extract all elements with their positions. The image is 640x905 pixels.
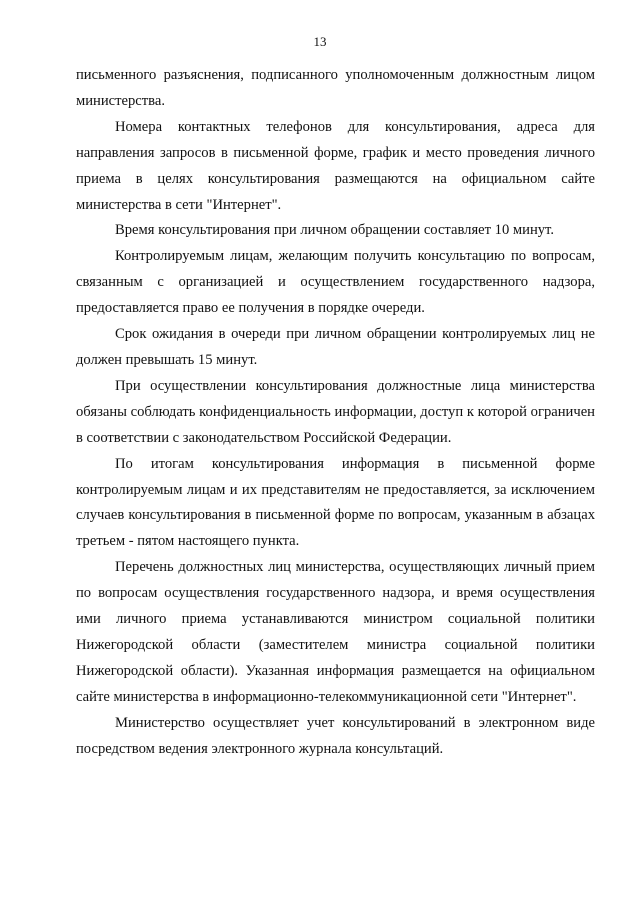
paragraph-3: Время консультирования при личном обращении составляет 10 минут.: [115, 222, 554, 239]
paragraph-1: письменного разъяснения, подписанного уполномоченным должностным лицом министерства.: [76, 67, 595, 109]
paragraph-6: При осуществлении консультирования должностные лица министерства обязаны соблюдать конфиденциальность информации, доступ к которой ограничен в соответствии с законодательством Российской Федерации.: [76, 377, 595, 446]
paragraph-7: По итогам консультирования информация в письменной форме контролируемым лицам и их представителям не предоставляется, за исключением случаев консультирования в письменной форме по вопросам, указанным в абзацах третьем - пятом настоящего пункта.: [76, 455, 595, 550]
paragraph-9: Министерство осуществляет учет консультирований в электронном виде посредством ведения электронного журнала консультаций.: [76, 714, 595, 757]
page-number: 13: [313, 34, 327, 49]
document-body: [76, 63, 595, 762]
paragraph-8: Перечень должностных лиц министерства, осуществляющих личный прием по вопросам осуществления государственного надзора, и время осуществления ими личного приема устанавливаются министром социальной политики Нижегородской области (заместителем министра социальной политики Нижегородской области). Указанная информация размещается на официальном сайте министерства в информационно-телекоммуникационной сети "Интернет".: [76, 559, 595, 705]
paragraph-4: Контролируемым лицам, желающим получить консультацию по вопросам, связанным с организацией и осуществлением государственного надзора, предоставляется право ее получения в порядке очереди.: [76, 248, 595, 317]
paragraph-2: Номера контактных телефонов для консультирования, адреса для направления запросов в письменной форме, график и место проведения личного приема в целях консультирования размещаются на официальном сайте министерства в сети "Интернет".: [76, 118, 595, 213]
paragraph-5: Срок ожидания в очереди при личном обращении контролируемых лиц не должен превышать 15 минут.: [76, 326, 595, 368]
